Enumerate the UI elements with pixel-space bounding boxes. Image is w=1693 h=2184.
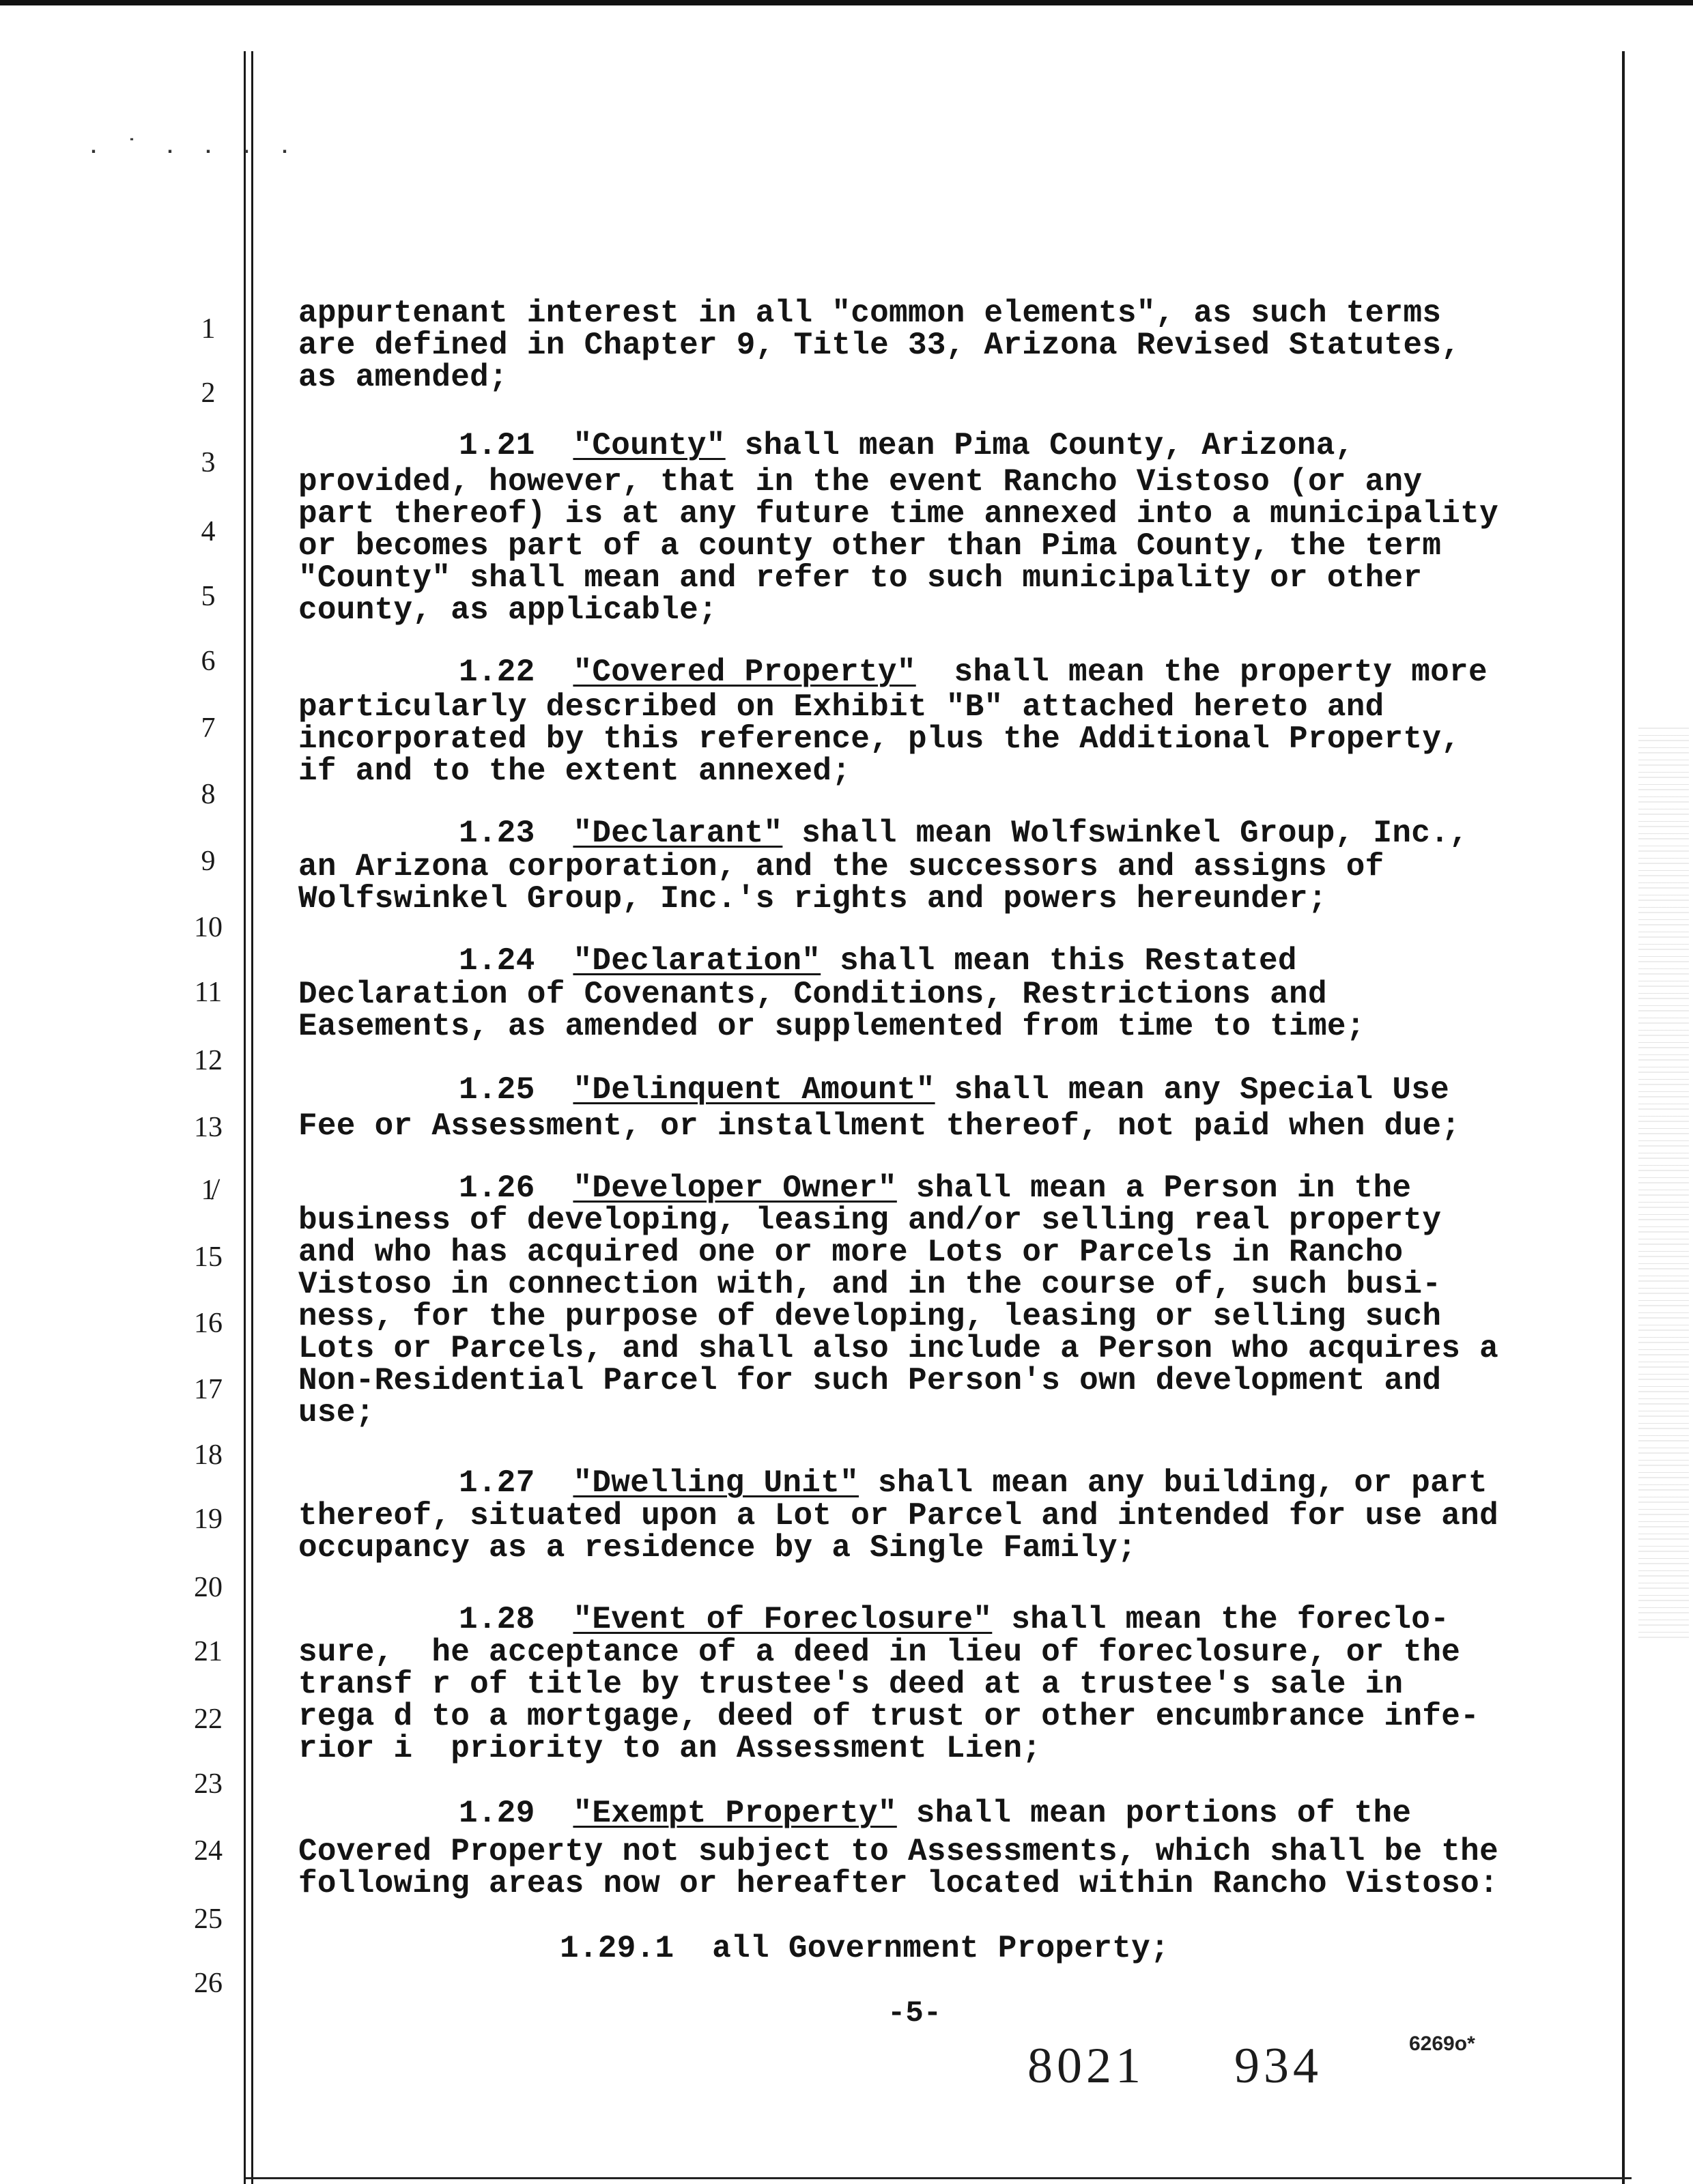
defined-term: "Exempt Property" (573, 1796, 897, 1831)
text-line: business of developing, leasing and/or selling real property (298, 1203, 1442, 1238)
text-line: Wolfswinkel Group, Inc.'s rights and powers hereunder; (298, 881, 1327, 917)
definition-heading-line (459, 818, 1468, 849)
line-number: 1 (201, 313, 216, 345)
text-line: Fee or Assessment, or installment thereof, not paid when due; (298, 1108, 1461, 1144)
line-number: 3 (201, 447, 216, 478)
defined-term: "Developer Owner" (573, 1170, 897, 1206)
definition-heading-line (459, 1467, 1488, 1499)
scan-top-border (0, 0, 1693, 5)
heading-rest: shall mean portions of the (896, 1796, 1412, 1831)
text-line: sure, he acceptance of a deed in lieu of foreclosure, or the (298, 1635, 1461, 1670)
margin-specks: . ˙ . . . . (87, 136, 298, 160)
left-margin-rule-outer (244, 51, 246, 2184)
heading-rest: shall mean the property more (915, 655, 1488, 690)
line-number: 6 (201, 646, 216, 677)
line-number: 25 (194, 1903, 223, 1935)
text-line: ness, for the purpose of developing, leasing or selling such (298, 1299, 1442, 1334)
line-number: 5 (201, 581, 216, 612)
heading-rest: shall mean a Person in the (896, 1170, 1412, 1206)
scan-bottom-border (246, 2177, 1632, 2179)
subsection-line: 1.29.1 all Government Property; (560, 1931, 1169, 1966)
definition-heading-line (459, 657, 1488, 688)
line-number: 24 (194, 1835, 223, 1867)
section-number: 1.23 (459, 816, 535, 851)
line-number: 23 (194, 1768, 223, 1800)
line-number: 17 (194, 1374, 223, 1405)
line-number: 20 (194, 1572, 223, 1603)
document-code: 6269o* (1409, 2032, 1475, 2055)
text-line: appurtenant interest in all "common elements", as such terms (298, 296, 1442, 331)
line-number: 18 (194, 1439, 223, 1471)
definition-heading-line (459, 945, 1297, 977)
defined-term: "Declarant" (573, 816, 783, 851)
line-number: 8 (201, 779, 216, 810)
text-line: Lots or Parcels, and shall also include a Person who acquires a (298, 1331, 1498, 1366)
section-number: 1.22 (459, 655, 535, 690)
line-number: 26 (194, 1968, 223, 1999)
line-number: 16 (194, 1308, 223, 1339)
section-number: 1.24 (459, 943, 535, 979)
text-line: transf r of title by trustee's deed at a trustee's sale in (298, 1667, 1404, 1702)
definition-heading-line (459, 1604, 1449, 1635)
text-line: use; (298, 1395, 375, 1431)
page-number: -5- (887, 1996, 942, 2030)
text-line: are defined in Chapter 9, Title 33, Arizona Revised Statutes, (298, 328, 1461, 363)
recording-stamp-right: 934 (1234, 2038, 1322, 2094)
line-number: 2 (201, 377, 216, 409)
text-line: occupancy as a residence by a Single Family; (298, 1530, 1137, 1566)
line-number: 4 (201, 516, 216, 547)
text-line: if and to the extent annexed; (298, 753, 851, 789)
line-number: 12 (194, 1045, 223, 1076)
text-line: Covered Property not subject to Assessments, which shall be the (298, 1834, 1498, 1869)
text-line: particularly described on Exhibit "B" attached hereto and (298, 689, 1384, 725)
section-number: 1.27 (459, 1465, 535, 1501)
line-number: 10 (194, 912, 223, 943)
heading-rest: shall mean the foreclo- (992, 1602, 1450, 1637)
text-line: part thereof) is at any future time annexed into a municipality (298, 496, 1498, 532)
defined-term: "Declaration" (573, 943, 821, 979)
line-number: 15 (194, 1241, 223, 1273)
text-line: "County" shall mean and refer to such municipality or other (298, 560, 1423, 596)
line-number: 13 (194, 1112, 223, 1143)
defined-term: "County" (573, 428, 726, 463)
section-number: 1.28 (459, 1602, 535, 1637)
line-number: 7 (201, 713, 216, 744)
heading-rest: shall mean Pima County, Arizona, (725, 428, 1354, 463)
text-line: Easements, as amended or supplemented from time to time; (298, 1009, 1365, 1044)
right-margin-rule (1622, 51, 1625, 2184)
defined-term: "Covered Property" (573, 655, 916, 690)
text-line: provided, however, that in the event Rancho Vistoso (or any (298, 464, 1423, 500)
recording-stamp-left: 8021 (1027, 2038, 1145, 2094)
line-number: 11 (194, 977, 223, 1008)
heading-rest: shall mean any building, or part (859, 1465, 1488, 1501)
section-number: 1.25 (459, 1072, 535, 1108)
text-line: rior i priority to an Assessment Lien; (298, 1731, 1042, 1766)
definition-heading-line (459, 1798, 1411, 1829)
heading-rest: shall mean Wolfswinkel Group, Inc., (782, 816, 1468, 851)
text-line: incorporated by this reference, plus the Additional Property, (298, 721, 1461, 757)
section-number: 1.29 (459, 1796, 535, 1831)
definition-heading-line (459, 1074, 1449, 1106)
line-number: 19 (194, 1504, 223, 1535)
text-line: following areas now or hereafter located within Rancho Vistoso: (298, 1866, 1498, 1901)
defined-term: "Event of Foreclosure" (573, 1602, 993, 1637)
line-number: 9 (201, 846, 216, 877)
scan-edge-noise (1638, 723, 1689, 1638)
text-line: Declaration of Covenants, Conditions, Restrictions and (298, 977, 1327, 1012)
text-line: as amended; (298, 360, 508, 395)
line-number: 22 (194, 1704, 223, 1735)
defined-term: "Dwelling Unit" (573, 1465, 859, 1501)
text-line: thereof, situated upon a Lot or Parcel and intended for use and (298, 1498, 1498, 1534)
section-number: 1.26 (459, 1170, 535, 1206)
text-line: county, as applicable; (298, 592, 717, 628)
heading-rest: shall mean any Special Use (935, 1072, 1450, 1108)
heading-rest: shall mean this Restated (821, 943, 1297, 979)
defined-term: "Delinquent Amount" (573, 1072, 935, 1108)
line-number: 1̸ (201, 1175, 216, 1206)
text-line: rega d to a mortgage, deed of trust or other encumbrance infe- (298, 1699, 1480, 1734)
text-line: an Arizona corporation, and the successors and assigns of (298, 849, 1384, 885)
text-line: Vistoso in connection with, and in the course of, such busi- (298, 1267, 1442, 1302)
definition-heading-line (459, 1170, 1412, 1206)
text-line: Non-Residential Parcel for such Person's own development and (298, 1363, 1442, 1398)
section-number: 1.21 (459, 428, 535, 463)
text-line: or becomes part of a county other than Pima County, the term (298, 528, 1442, 564)
line-number: 21 (194, 1636, 223, 1667)
left-margin-rule-inner (251, 51, 253, 2184)
text-line: and who has acquired one or more Lots or Parcels in Rancho (298, 1235, 1404, 1270)
definition-heading-line (459, 430, 1354, 461)
